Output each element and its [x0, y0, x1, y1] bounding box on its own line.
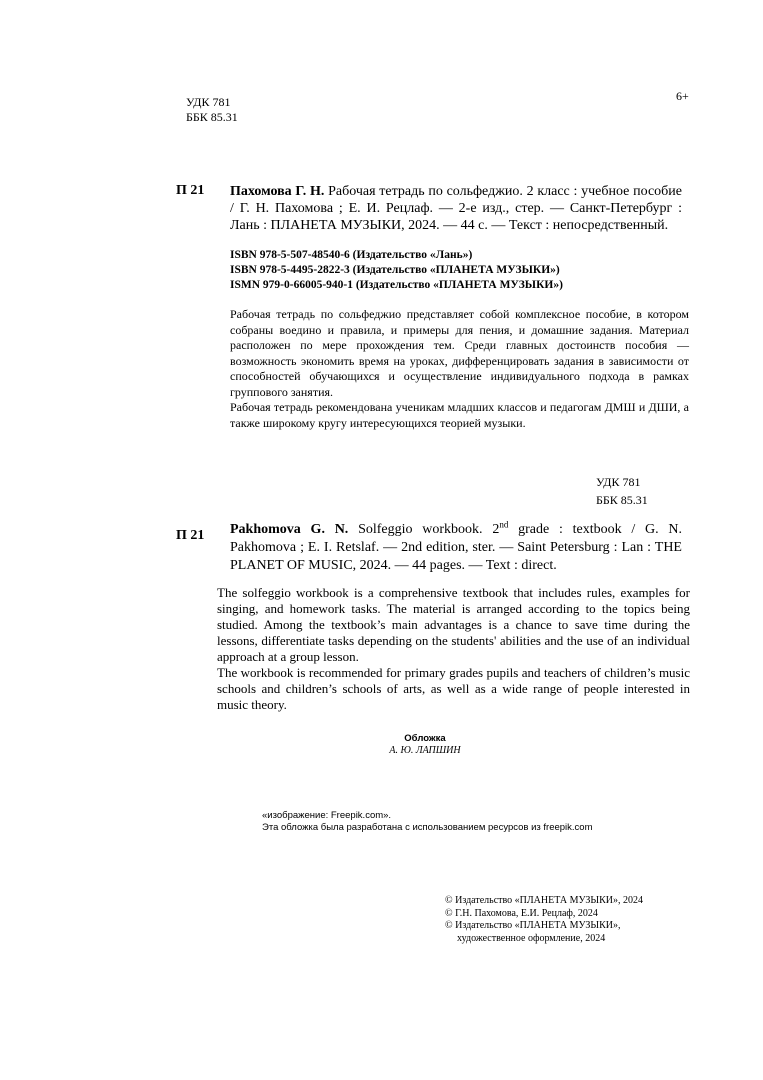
en-annotation-paragraph: The workbook is recommended for primary grades pupils and teachers of children’s music schools and children’s schools of arts, as well as a wide range of people interested in music theory. — [217, 665, 690, 712]
ru-annotation-paragraph: Рабочая тетрадь по сольфеджио представляет собой комплексное пособие, в котором собраны воедино и правила, и примеры для пения, и домашние задания. Материал расположен по мере прохождения тем. Среди главных достоинств пособия — возможность экономить время на уроках, дифференцировать задания в зависимости от способностей обучающихся и осуществление индивидуального подхода в рамках группового занятия. — [230, 307, 689, 399]
isbn-line: ISBN 978-5-4495-2822-3 (Издательство «ПЛАНЕТА МУЗЫКИ») — [230, 264, 560, 276]
ru-entry-text: Рабочая тетрадь по сольфеджио. 2 класс : учебное пособие / Г. Н. Пахомова ; Е. И. Рецлаф. — 2-е изд., стер. — Санкт-Петербург : Лань : ПЛАНЕТА МУЗЫКИ, 2024. — 44 с. — Текст : непосредственный. — [230, 184, 682, 233]
image-credit-line: Эта обложка была разработана с использованием ресурсов из freepik.com — [262, 822, 593, 833]
ru-author: Пахомова Г. Н. — [230, 184, 325, 199]
en-entry-pre: Solfeggio workbook. 2 — [348, 522, 500, 537]
en-annotation-paragraph: The solfeggio workbook is a comprehensive textbook that includes rules, examples for singing, and homework tasks. The material is arranged according to the topics being studied. Among the textbook’s main advantages is a chance to save time during the lessons, differentiate tasks depending on the students' abilities and the use of an individual approach at a group lesson. — [217, 585, 690, 664]
bbk-code: ББК 85.31 — [596, 493, 648, 507]
image-credit-line: «изображение: Freepik.com». — [262, 810, 392, 821]
en-entry-post: grade : textbook / G. N. Pakhomova ; E. I. Retslaf. — 2nd edition, ster. — Saint Petersburg : Lan : THE PLANET OF MUSIC, 2024. — 44 pages. — Text : direct. — [230, 522, 682, 573]
udk-code: УДК 781 — [596, 475, 641, 489]
en-author-sign: П 21 — [176, 528, 205, 543]
ru-annotation — [230, 307, 689, 431]
copyright-line: © Г.Н. Пахомова, Е.И. Рецлаф, 2024 — [445, 907, 598, 919]
copyright-block — [445, 895, 643, 945]
copyright-line: © Издательство «ПЛАНЕТА МУЗЫКИ», 2024 — [445, 895, 644, 906]
en-entry-sup: nd — [499, 519, 509, 530]
image-credit — [262, 810, 593, 834]
ru-bibliographic-entry — [230, 183, 682, 234]
en-annotation — [217, 585, 690, 713]
copyright-line: © Издательство «ПЛАНЕТА МУЗЫКИ», — [445, 920, 621, 931]
ru-author-sign: П 21 — [176, 183, 205, 198]
cover-designer: А. Ю. ЛАПШИН — [389, 745, 461, 756]
ismn-line: ISMN 979-0-66005-940-1 (Издательство «ПЛАНЕТА МУЗЫКИ») — [230, 279, 563, 291]
udk-bbk-mid — [596, 473, 648, 509]
isbn-line: ISBN 978-5-507-48540-6 (Издательство «Лань») — [230, 249, 473, 261]
age-rating: 6+ — [676, 89, 689, 103]
en-author: Pakhomova G. N. — [230, 522, 349, 537]
copyright-line: художественное оформление, 2024 — [457, 932, 606, 944]
ru-annotation-paragraph: Рабочая тетрадь рекомендована ученикам младших классов и педагогам ДМШ и ДШИ, а также широкому кругу интересующихся теорией музыки. — [230, 400, 689, 430]
cover-label: Обложка — [404, 733, 446, 744]
ru-isbn-list — [230, 248, 563, 293]
en-bibliographic-entry — [230, 521, 682, 575]
bbk-code: ББК 85.31 — [186, 110, 238, 124]
udk-bbk-top — [186, 95, 238, 125]
udk-code: УДК 781 — [186, 95, 231, 109]
